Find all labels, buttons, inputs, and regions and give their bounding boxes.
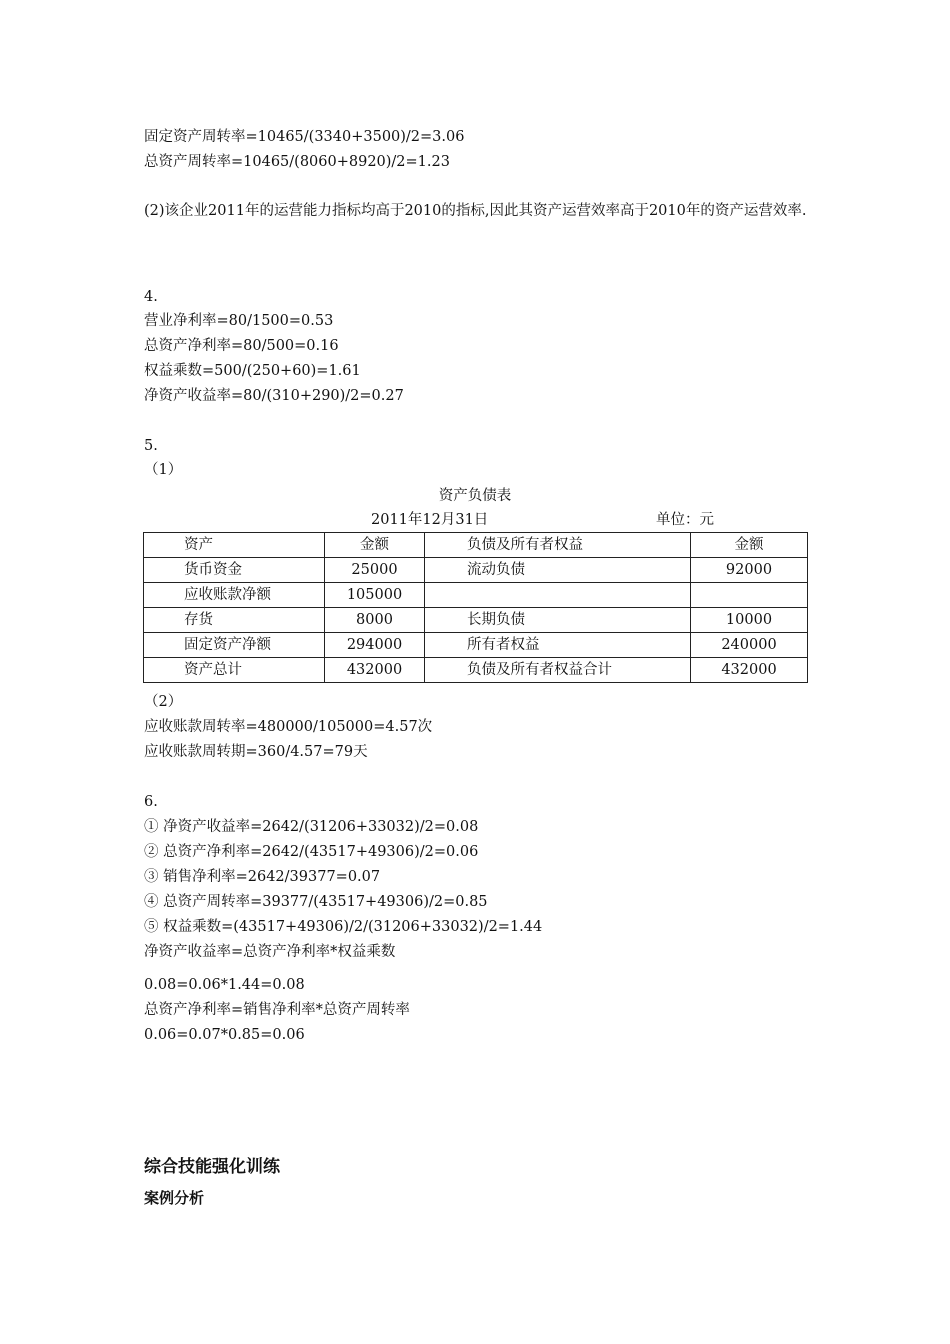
formula-fixed-asset-turnover: 固定资产周转率=10465/(3340+3500)/2=3.06 [144,129,465,145]
formula-line: ⑤ 权益乘数=(43517+49306)/2/(31206+33032)/2=1.44 [144,919,543,935]
section-number-4: 4. [144,289,158,305]
paragraph-conclusion: (2)该企业2011年的运营能力指标均高于2010的指标,因此其资产运营效率高于2010年的资产运营效率. [144,203,807,219]
formula-line: 0.08=0.06*1.44=0.08 [144,977,305,993]
formula-line: 总资产净利率=80/500=0.16 [144,338,339,354]
formula-line: 应收账款周转期=360/4.57=79天 [144,744,368,760]
balance-sheet-table [143,532,808,683]
formula-total-asset-turnover: 总资产周转率=10465/(8060+8920)/2=1.23 [144,154,450,170]
table-cell: 8000 [325,608,425,633]
table-cell: 资产总计 [144,658,325,683]
formula-line: 总资产净利率=销售净利率*总资产周转率 [144,1002,410,1018]
header-cell: 资产 [144,533,325,558]
table-header-row [144,533,808,558]
table-cell: 92000 [691,558,808,583]
section-number-6: 6. [144,794,158,810]
table-row [144,608,808,633]
table-unit: 单位：元 [656,512,714,528]
table-cell: 固定资产净额 [144,633,325,658]
table-cell: 应收账款净额 [144,583,325,608]
formula-line: ④ 总资产周转率=39377/(43517+49306)/2=0.85 [144,894,488,910]
table-title: 资产负债表 [438,488,512,504]
table-cell [691,583,808,608]
header-cell: 金额 [691,533,808,558]
table-cell: 432000 [691,658,808,683]
table-cell: 240000 [691,633,808,658]
sub-heading: 案例分析 [144,1189,205,1207]
formula-line: ③ 销售净利率=2642/39377=0.07 [144,869,381,885]
sub-label-2: （2） [144,694,183,710]
table-cell: 25000 [325,558,425,583]
formula-line: ① 净资产收益率=2642/(31206+33032)/2=0.08 [144,819,479,835]
table-row [144,633,808,658]
table-cell: 存货 [144,608,325,633]
table-cell: 长期负债 [425,608,691,633]
formula-line: 权益乘数=500/(250+60)=1.61 [144,363,361,379]
table-row [144,658,808,683]
table-cell: 432000 [325,658,425,683]
sub-label-1: （1） [144,462,183,478]
table-cell: 294000 [325,633,425,658]
table-row [144,558,808,583]
formula-line: ② 总资产净利率=2642/(43517+49306)/2=0.06 [144,844,479,860]
header-cell: 负债及所有者权益 [425,533,691,558]
table-cell [425,583,691,608]
formula-line: 净资产收益率=80/(310+290)/2=0.27 [144,388,404,404]
table-cell: 所有者权益 [425,633,691,658]
table-date: 2011年12月31日 [371,512,489,528]
formula-line: 净资产收益率=总资产净利率*权益乘数 [144,944,396,960]
table-cell: 105000 [325,583,425,608]
table-cell: 流动负债 [425,558,691,583]
formula-line: 0.06=0.07*0.85=0.06 [144,1027,305,1043]
section-number-5: 5. [144,438,158,454]
table-cell: 货币资金 [144,558,325,583]
table-row [144,583,808,608]
header-cell: 金额 [325,533,425,558]
formula-line: 应收账款周转率=480000/105000=4.57次 [144,719,433,735]
formula-line: 营业净利率=80/1500=0.53 [144,313,334,329]
table-cell: 10000 [691,608,808,633]
main-heading: 综合技能强化训练 [144,1157,280,1177]
table-cell: 负债及所有者权益合计 [425,658,691,683]
